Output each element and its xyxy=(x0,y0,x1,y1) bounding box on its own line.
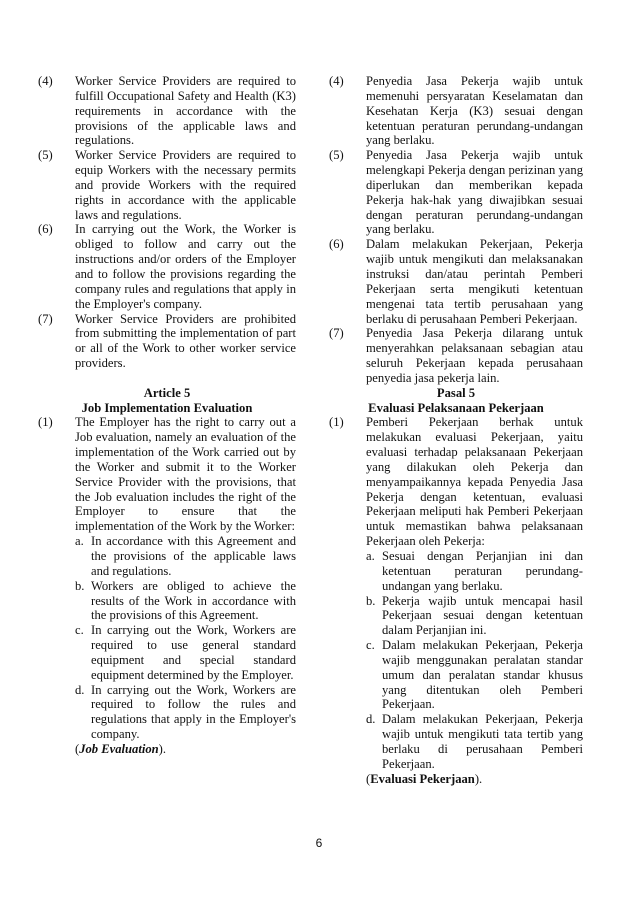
closing-defined-term xyxy=(75,742,296,757)
sub-item-letter: c. xyxy=(366,638,375,653)
article-title: Evaluasi Pelaksanaan Pekerjaan xyxy=(368,400,544,415)
clause-5 xyxy=(329,148,583,237)
sub-item-text: In accordance with this Agreement and the provisions of the applicable laws and regulations. xyxy=(91,534,296,578)
clause-text: In carrying out the Work, the Worker is obliged to follow and carry out the instructions and/or orders of the Employer and to follow the provisions regarding the company rules and regulations that apply in the Employer's company. xyxy=(75,222,296,311)
clause-6 xyxy=(329,237,583,326)
clause-text: Penyedia Jasa Pekerja dilarang untuk menyerahkan pelaksanaan sebagian atau seluruh Pekerjaan kepada perusahaan penyedia jasa pekerja lain. xyxy=(366,326,583,385)
clause-number: (4) xyxy=(329,74,344,88)
sub-item-text: In carrying out the Work, Workers are required to use general standard equipment and special standard equipment determined by the Employer. xyxy=(91,623,296,682)
spacer xyxy=(38,371,296,386)
sub-item-b xyxy=(366,594,583,639)
sub-item-c xyxy=(366,638,583,712)
clause-text: Pemberi Pekerjaan berhak untuk melakukan evaluasi Pekerjaan, yaitu evaluasi terhadap pelaksanaan Pekerjaan yang dilakukan oleh Pekerja dan menyampaikannya kepada Penyedia Jasa Pekerja dengan ketentuan, evaluasi Pekerjaan meliputi hak Pemberi Pekerjaan untuk memastikan bahwa pelaksanaan Pekerjaan oleh Pekerja: xyxy=(366,415,583,549)
closing-defined-term xyxy=(366,772,583,787)
sub-item-a xyxy=(366,549,583,594)
sub-item-text: Dalam melakukan Pekerjaan, Pekerja wajib menggunakan peralatan standar umum dan peralatan standar khusus yang ditentukan oleh Pemberi Pekerjaan. xyxy=(382,638,583,712)
clause-4 xyxy=(38,74,296,148)
page-number: 6 xyxy=(315,836,323,850)
clause-number: (5) xyxy=(38,148,53,163)
sub-item-text: Dalam melakukan Pekerjaan, Pekerja wajib untuk mengikuti tata tertib yang berlaku di perusahaan Pemberi Pekerjaan. xyxy=(382,712,583,771)
clause-text: Dalam melakukan Pekerjaan, Pekerja wajib untuk mengikuti dan melaksanakan instruksi dan/atau perintah Pemberi Pekerjaan serta mengikuti ketentuan mengenai tata tertib perusahaan yang berlaku di perusahaan Pemberi Pekerjaan. xyxy=(366,237,583,326)
sub-item-letter: a. xyxy=(75,534,84,549)
sub-item-letter: d. xyxy=(75,682,85,697)
sub-item-text: Workers are obliged to achieve the results of the Work in accordance with the provisions of this Agreement. xyxy=(91,578,296,623)
sub-item-d xyxy=(75,683,296,742)
closing-close: ). xyxy=(158,741,166,756)
clause-7 xyxy=(329,326,583,385)
article-title: Job Implementation Evaluation xyxy=(81,400,253,415)
clause-number: (1) xyxy=(38,415,53,430)
sub-item-text: Sesuai dengan Perjanjian ini dan ketentuan peraturan perundang-undangan yang berlaku. xyxy=(382,549,583,593)
clause-text: Worker Service Providers are required to equip Workers with the necessary permits and provide Workers with the required rights in accordance with the applicable laws and regulations. xyxy=(75,148,296,222)
clause-6 xyxy=(38,222,296,311)
clause-text: Penyedia Jasa Pekerja wajib untuk melengkapi Pekerja dengan perizinan yang diperlukan dan memberikan kepada Pekerja hak-hak yang diwajibkan sesuai dengan peraturan perundang-undangan yang berlaku. xyxy=(366,148,583,237)
closing-open: ( xyxy=(366,771,371,786)
sub-item-letter: c. xyxy=(75,623,84,638)
sub-item-b xyxy=(75,579,296,624)
sub-item-letter: a. xyxy=(366,549,375,563)
clause-number: (4) xyxy=(38,74,53,88)
closing-close: ). xyxy=(474,771,483,786)
clause-number: (7) xyxy=(329,326,344,341)
article-heading: Article 5 xyxy=(143,385,191,400)
clause-text: Worker Service Providers are required to fulfill Occupational Safety and Health (K3) requirements in accordance with the provisions of the applicable laws and regulations. xyxy=(75,74,296,148)
sub-item-letter: b. xyxy=(75,578,85,593)
clause-number: (6) xyxy=(329,237,344,252)
clause-number: (5) xyxy=(329,148,344,163)
clause-number: (7) xyxy=(38,311,53,326)
clause-text: Worker Service Providers are prohibited from submitting the implementation of part or all of the Work to other worker service providers. xyxy=(75,311,296,371)
clause-1 xyxy=(329,415,583,549)
clause-text: The Employer has the right to carry out a Job evaluation, namely an evaluation of the implementation of the Work carried out by the Worker and submit it to the Worker Service Provider with the provisions, that the Job evaluation includes the right of the Employer to ensure that the implementation of the Work by the Worker: xyxy=(75,415,296,534)
english-column xyxy=(38,74,296,757)
clause-4 xyxy=(329,74,583,148)
sub-item-letter: d. xyxy=(366,712,376,727)
article-heading: Pasal 5 xyxy=(436,385,476,400)
closing-term: Evaluasi Pekerjaan xyxy=(370,771,475,786)
sub-item-text: In carrying out the Work, Workers are required to follow the rules and regulations that apply in the Employer's company. xyxy=(91,682,296,742)
closing-term: Job Evaluation xyxy=(79,741,159,756)
clause-7 xyxy=(38,312,296,371)
clause-number: (1) xyxy=(329,415,344,430)
clause-text: Penyedia Jasa Pekerja wajib untuk memenuhi persyaratan Keselamatan dan Kesehatan Kerja (K3) sesuai dengan ketentuan peraturan perundang-undangan yang berlaku. xyxy=(366,74,583,148)
clause-1 xyxy=(38,415,296,534)
sub-item-letter: b. xyxy=(366,593,376,608)
clause-number: (6) xyxy=(38,222,53,237)
sub-item-c xyxy=(75,623,296,682)
clause-5 xyxy=(38,148,296,222)
sub-item-text: Pekerja wajib untuk mencapai hasil Pekerjaan sesuai dengan ketentuan dalam Perjanjian ini. xyxy=(382,593,583,638)
closing-open: ( xyxy=(75,741,80,756)
indonesian-column xyxy=(329,74,583,787)
sub-item-d xyxy=(366,712,583,771)
sub-item-a xyxy=(75,534,296,579)
